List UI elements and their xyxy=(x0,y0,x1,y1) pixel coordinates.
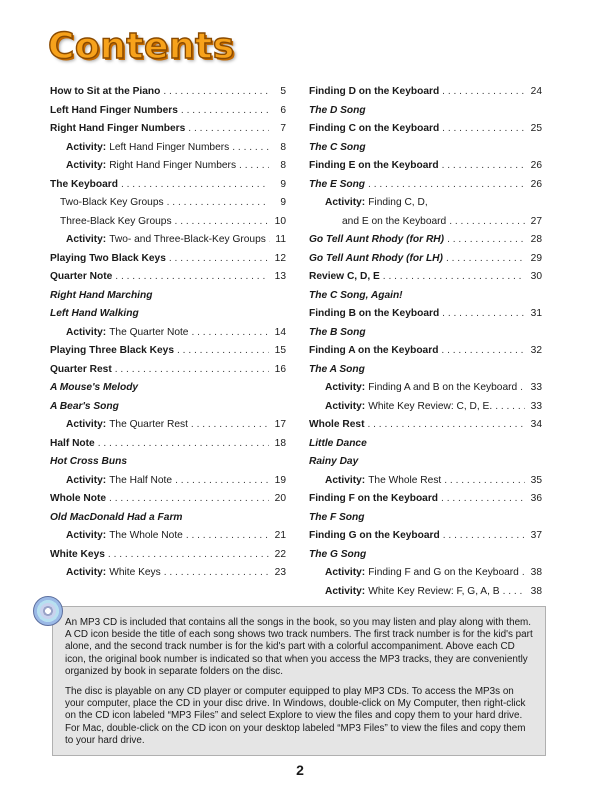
dot-leader xyxy=(442,305,525,324)
toc-entry xyxy=(50,398,286,417)
toc-entry-label: The Keyboard xyxy=(50,178,118,190)
page-title: Contents xyxy=(48,26,235,67)
toc-entry xyxy=(309,194,542,213)
toc-entry-label: Whole Rest xyxy=(309,419,365,430)
toc-entry-page: 9 xyxy=(280,197,286,208)
toc-entry-label: The Whole Rest xyxy=(368,474,442,486)
toc-entry-label: Playing Three Black Keys xyxy=(50,345,175,356)
toc-entry-label: Left Hand Walking xyxy=(50,308,139,319)
dot-leader xyxy=(177,342,269,361)
toc-entry xyxy=(309,305,542,324)
toc-entry xyxy=(50,139,286,158)
dot-leader xyxy=(98,435,269,454)
toc-entry-page: 25 xyxy=(530,123,542,134)
dot-leader xyxy=(368,176,525,195)
toc-entry-page: 11 xyxy=(275,234,286,245)
toc-entry-page: 38 xyxy=(530,567,542,578)
toc-entry-page: 5 xyxy=(280,86,286,97)
toc-entry-label: Finding E on the Keyboard xyxy=(309,160,439,171)
toc-entry-label: The Quarter Note xyxy=(109,326,189,338)
activity-prefix: Activity: xyxy=(66,419,107,430)
toc-entry-label: Finding F and G on the Keyboard xyxy=(368,567,519,578)
toc-entry-page: 34 xyxy=(530,419,542,430)
toc-entry-label: Finding C, D, xyxy=(368,197,428,208)
dot-leader xyxy=(191,324,269,343)
cd-disc-icon xyxy=(33,596,63,626)
toc-entry-label: Two-Black Key Groups xyxy=(60,197,164,208)
toc-entry xyxy=(309,102,542,121)
activity-prefix: Activity: xyxy=(66,567,107,578)
toc-entry-label: Review C, D, E xyxy=(309,271,380,282)
toc-entry xyxy=(309,546,542,565)
toc-entry xyxy=(50,435,286,454)
toc-entry xyxy=(309,416,542,435)
toc-entry xyxy=(50,157,286,176)
activity-prefix: Activity: xyxy=(66,141,107,153)
toc-entry-page: 38 xyxy=(530,585,542,597)
toc-entry-page: 8 xyxy=(280,160,286,171)
activity-prefix: Activity: xyxy=(325,474,366,486)
toc-entry-label: The Quarter Rest xyxy=(109,419,188,430)
toc-entry xyxy=(309,583,542,602)
toc-entry-label: The E Song xyxy=(309,178,366,190)
dot-leader xyxy=(383,268,525,287)
activity-prefix: Activity: xyxy=(66,530,107,541)
dot-leader xyxy=(175,213,269,232)
toc-entry xyxy=(309,120,542,139)
toc-entry-page: 28 xyxy=(530,234,542,245)
toc-entry-page: 26 xyxy=(530,178,542,190)
dot-leader xyxy=(444,472,525,491)
toc-entry xyxy=(309,157,542,176)
toc-entry-page: 30 xyxy=(530,271,542,282)
toc-entry-label: White Keys xyxy=(50,548,105,560)
toc-entry xyxy=(50,287,286,306)
toc-entry xyxy=(50,361,286,380)
toc-entry xyxy=(309,472,542,491)
toc-entry-page: 33 xyxy=(530,400,542,412)
cd-info-paragraph-2: The disc is playable on any CD player or computer equipped to play MP3 CDs. To access the MP3s on your computer, place the CD in your disc drive. In Windows, double-click on My Computer, then right-click on the CD icon labeled “MP3 Files” and select Explore to view the files and copy them to your hard drive. For Mac, double-click on the CD icon on your desktop labeled “MP3 Files” to view the files and copy them to your hard drive. xyxy=(65,686,526,746)
toc-entry-label: Three-Black Key Groups xyxy=(60,215,172,227)
activity-prefix: Activity: xyxy=(325,567,366,578)
toc-entry-page: 18 xyxy=(274,437,286,449)
toc-entry xyxy=(50,176,286,195)
toc-entry xyxy=(50,83,286,102)
dot-leader xyxy=(175,472,269,491)
dot-leader xyxy=(108,546,269,565)
toc-entry-page: 23 xyxy=(274,567,286,578)
toc-entry xyxy=(50,564,286,583)
toc-entry-page: 6 xyxy=(280,104,286,116)
toc-entry xyxy=(309,453,542,472)
activity-prefix: Activity: xyxy=(325,585,366,597)
toc-entry xyxy=(50,490,286,509)
activity-prefix: Activity: xyxy=(66,234,107,245)
toc-entry xyxy=(50,342,286,361)
toc-entry-page: 35 xyxy=(530,474,542,486)
toc-entry-label: How to Sit at the Piano xyxy=(50,86,161,97)
toc-left-column xyxy=(50,83,286,583)
toc-entry xyxy=(50,527,286,546)
page-number: 2 xyxy=(296,762,304,778)
toc-entry-label: Playing Two Black Keys xyxy=(50,252,166,264)
toc-entry-label: Rainy Day xyxy=(309,456,359,467)
toc-entry xyxy=(309,361,542,380)
toc-entry xyxy=(50,472,286,491)
toc-entry xyxy=(50,231,286,250)
dot-leader xyxy=(181,102,269,121)
toc-entry xyxy=(309,490,542,509)
toc-entry xyxy=(50,416,286,435)
dot-leader xyxy=(164,564,269,583)
toc-entry xyxy=(50,509,286,528)
toc-entry-page: 17 xyxy=(274,419,286,430)
dot-leader xyxy=(188,120,269,139)
toc-entry xyxy=(309,139,542,158)
toc-entry xyxy=(50,324,286,343)
toc-entry-label: Finding G on the Keyboard xyxy=(309,530,440,541)
toc-entry-label: Hot Cross Buns xyxy=(50,456,127,467)
toc-entry-page: 37 xyxy=(530,530,542,541)
dot-leader xyxy=(169,250,269,269)
toc-entry-label: White Key Review: F, G, A, B xyxy=(368,585,500,597)
toc-entry-page: 14 xyxy=(274,326,286,338)
cd-info-paragraph-1: An MP3 CD is included that contains all the songs in the book, so you may listen and play along with them. A CD icon beside the title of each song shows two track numbers. The first track number is for the kid's part alone, and the second track number is for the kid's part with a colorful accompaniment. Above each CD icon, the original book number is indicated so that when you access the MP3 tracks, they are conveniently organized by book in separate folders on the disc. xyxy=(65,617,533,677)
toc-entry-label: A Bear's Song xyxy=(50,400,119,412)
toc-entry-page: 8 xyxy=(280,141,286,153)
toc-entry-page: 32 xyxy=(530,345,542,356)
toc-entry-label: The Whole Note xyxy=(109,530,183,541)
toc-entry-label: Right Hand Finger Numbers xyxy=(109,160,237,171)
dot-leader xyxy=(449,213,525,232)
dot-leader xyxy=(115,268,269,287)
toc-entry-page: 27 xyxy=(530,215,542,227)
activity-prefix: Activity: xyxy=(66,474,107,486)
dot-leader xyxy=(367,416,525,435)
toc-entry-page: 10 xyxy=(274,215,286,227)
toc-entry xyxy=(309,213,542,232)
toc-entry xyxy=(309,287,542,306)
dot-leader xyxy=(186,527,269,546)
activity-prefix: Activity: xyxy=(325,400,366,412)
toc-entry-label: The A Song xyxy=(309,363,365,375)
toc-entry xyxy=(309,379,542,398)
toc-entry-label: Left Hand Finger Numbers xyxy=(50,104,178,116)
toc-entry xyxy=(50,102,286,121)
toc-entry xyxy=(309,176,542,195)
dot-leader xyxy=(522,564,525,583)
activity-prefix: Activity: xyxy=(66,326,107,338)
dot-leader xyxy=(167,194,269,213)
toc-entry-label: Old MacDonald Had a Farm xyxy=(50,511,183,523)
dot-leader xyxy=(121,176,269,195)
toc-entry xyxy=(309,342,542,361)
toc-entry xyxy=(309,83,542,102)
dot-leader xyxy=(447,231,525,250)
dot-leader xyxy=(442,120,525,139)
toc-entry-label: The C Song, Again! xyxy=(309,289,403,301)
toc-entry xyxy=(309,250,542,269)
toc-entry-label: Little Dance xyxy=(309,437,367,449)
toc-entry xyxy=(309,268,542,287)
toc-entry-label: Two- and Three-Black-Key Groups xyxy=(109,234,266,245)
dot-leader xyxy=(442,157,525,176)
dot-leader xyxy=(115,361,269,380)
toc-entry xyxy=(50,120,286,139)
toc-entry xyxy=(50,250,286,269)
toc-entry-label: White Key Review: C, D, E. xyxy=(368,400,493,412)
toc-entry-page: 20 xyxy=(274,493,286,504)
toc-right-column xyxy=(309,83,542,601)
toc-entry-label: A Mouse's Melody xyxy=(50,382,139,393)
dot-leader xyxy=(443,527,525,546)
dot-leader xyxy=(191,416,269,435)
toc-entry-page: 22 xyxy=(274,548,286,560)
toc-entry-label: Finding C on the Keyboard xyxy=(309,123,440,134)
dot-leader xyxy=(109,490,269,509)
toc-entry xyxy=(309,509,542,528)
dot-leader xyxy=(163,83,269,102)
dot-leader xyxy=(441,342,525,361)
dot-leader xyxy=(446,250,525,269)
toc-entry-label: The C Song xyxy=(309,141,366,153)
toc-entry-label: Finding B on the Keyboard xyxy=(309,308,440,319)
toc-entry-page: 15 xyxy=(274,345,286,356)
toc-entry-page: 29 xyxy=(530,252,542,264)
toc-entry-label: The B Song xyxy=(309,326,366,338)
toc-entry-label: Quarter Note xyxy=(50,271,113,282)
toc-entry xyxy=(309,398,542,417)
toc-entry-page: 9 xyxy=(280,178,286,190)
toc-entry xyxy=(50,194,286,213)
dot-leader xyxy=(503,583,525,602)
toc-entry-page: 26 xyxy=(530,160,542,171)
toc-entry-label: and E on the Keyboard xyxy=(342,215,447,227)
toc-entry-label: Finding F on the Keyboard xyxy=(309,493,439,504)
toc-entry xyxy=(50,546,286,565)
toc-entry-label: Right Hand Finger Numbers xyxy=(50,123,186,134)
toc-entry-label: Whole Note xyxy=(50,493,107,504)
toc-entry xyxy=(309,564,542,583)
activity-prefix: Activity: xyxy=(325,197,366,208)
dot-leader xyxy=(520,379,525,398)
toc-entry-page: 24 xyxy=(530,86,542,97)
toc-entry-label: The D Song xyxy=(309,104,366,116)
toc-entry-label: Finding A and B on the Keyboard xyxy=(368,382,518,393)
toc-entry xyxy=(50,379,286,398)
toc-entry xyxy=(309,527,542,546)
toc-entry-label: The G Song xyxy=(309,548,367,560)
toc-entry-page: 13 xyxy=(274,271,286,282)
activity-prefix: Activity: xyxy=(66,160,107,171)
toc-entry-label: Go Tell Aunt Rhody (for LH) xyxy=(309,252,443,264)
dot-leader xyxy=(232,139,269,158)
dot-leader xyxy=(442,83,525,102)
toc-entry-label: Finding A on the Keyboard xyxy=(309,345,439,356)
activity-prefix: Activity: xyxy=(325,382,366,393)
toc-entry xyxy=(309,324,542,343)
toc-entry-label: Go Tell Aunt Rhody (for RH) xyxy=(309,234,445,245)
toc-entry-label: Right Hand Marching xyxy=(50,289,153,301)
toc-entry-label: Quarter Rest xyxy=(50,363,112,375)
toc-entry xyxy=(309,231,542,250)
toc-entry xyxy=(50,305,286,324)
toc-entry-page: 16 xyxy=(274,363,286,375)
toc-entry-page: 12 xyxy=(274,252,286,264)
toc-entry-page: 36 xyxy=(530,493,542,504)
cd-info-box xyxy=(52,606,546,756)
dot-leader xyxy=(495,398,525,417)
toc-entry xyxy=(50,213,286,232)
toc-entry xyxy=(309,435,542,454)
dot-leader xyxy=(441,490,525,509)
toc-entry-label: Half Note xyxy=(50,437,95,449)
toc-entry xyxy=(50,453,286,472)
dot-leader xyxy=(239,157,269,176)
toc-entry-page: 7 xyxy=(280,123,286,134)
toc-entry-page: 33 xyxy=(530,382,542,393)
toc-entry-label: The F Song xyxy=(309,511,365,523)
toc-entry-label: White Keys xyxy=(109,567,161,578)
toc-entry xyxy=(50,268,286,287)
toc-entry-page: 21 xyxy=(274,530,286,541)
toc-entry-label: The Half Note xyxy=(109,474,173,486)
toc-entry-label: Left Hand Finger Numbers xyxy=(109,141,230,153)
toc-entry-page: 31 xyxy=(530,308,542,319)
toc-entry-label: Finding D on the Keyboard xyxy=(309,86,440,97)
toc-entry-page: 19 xyxy=(274,474,286,486)
